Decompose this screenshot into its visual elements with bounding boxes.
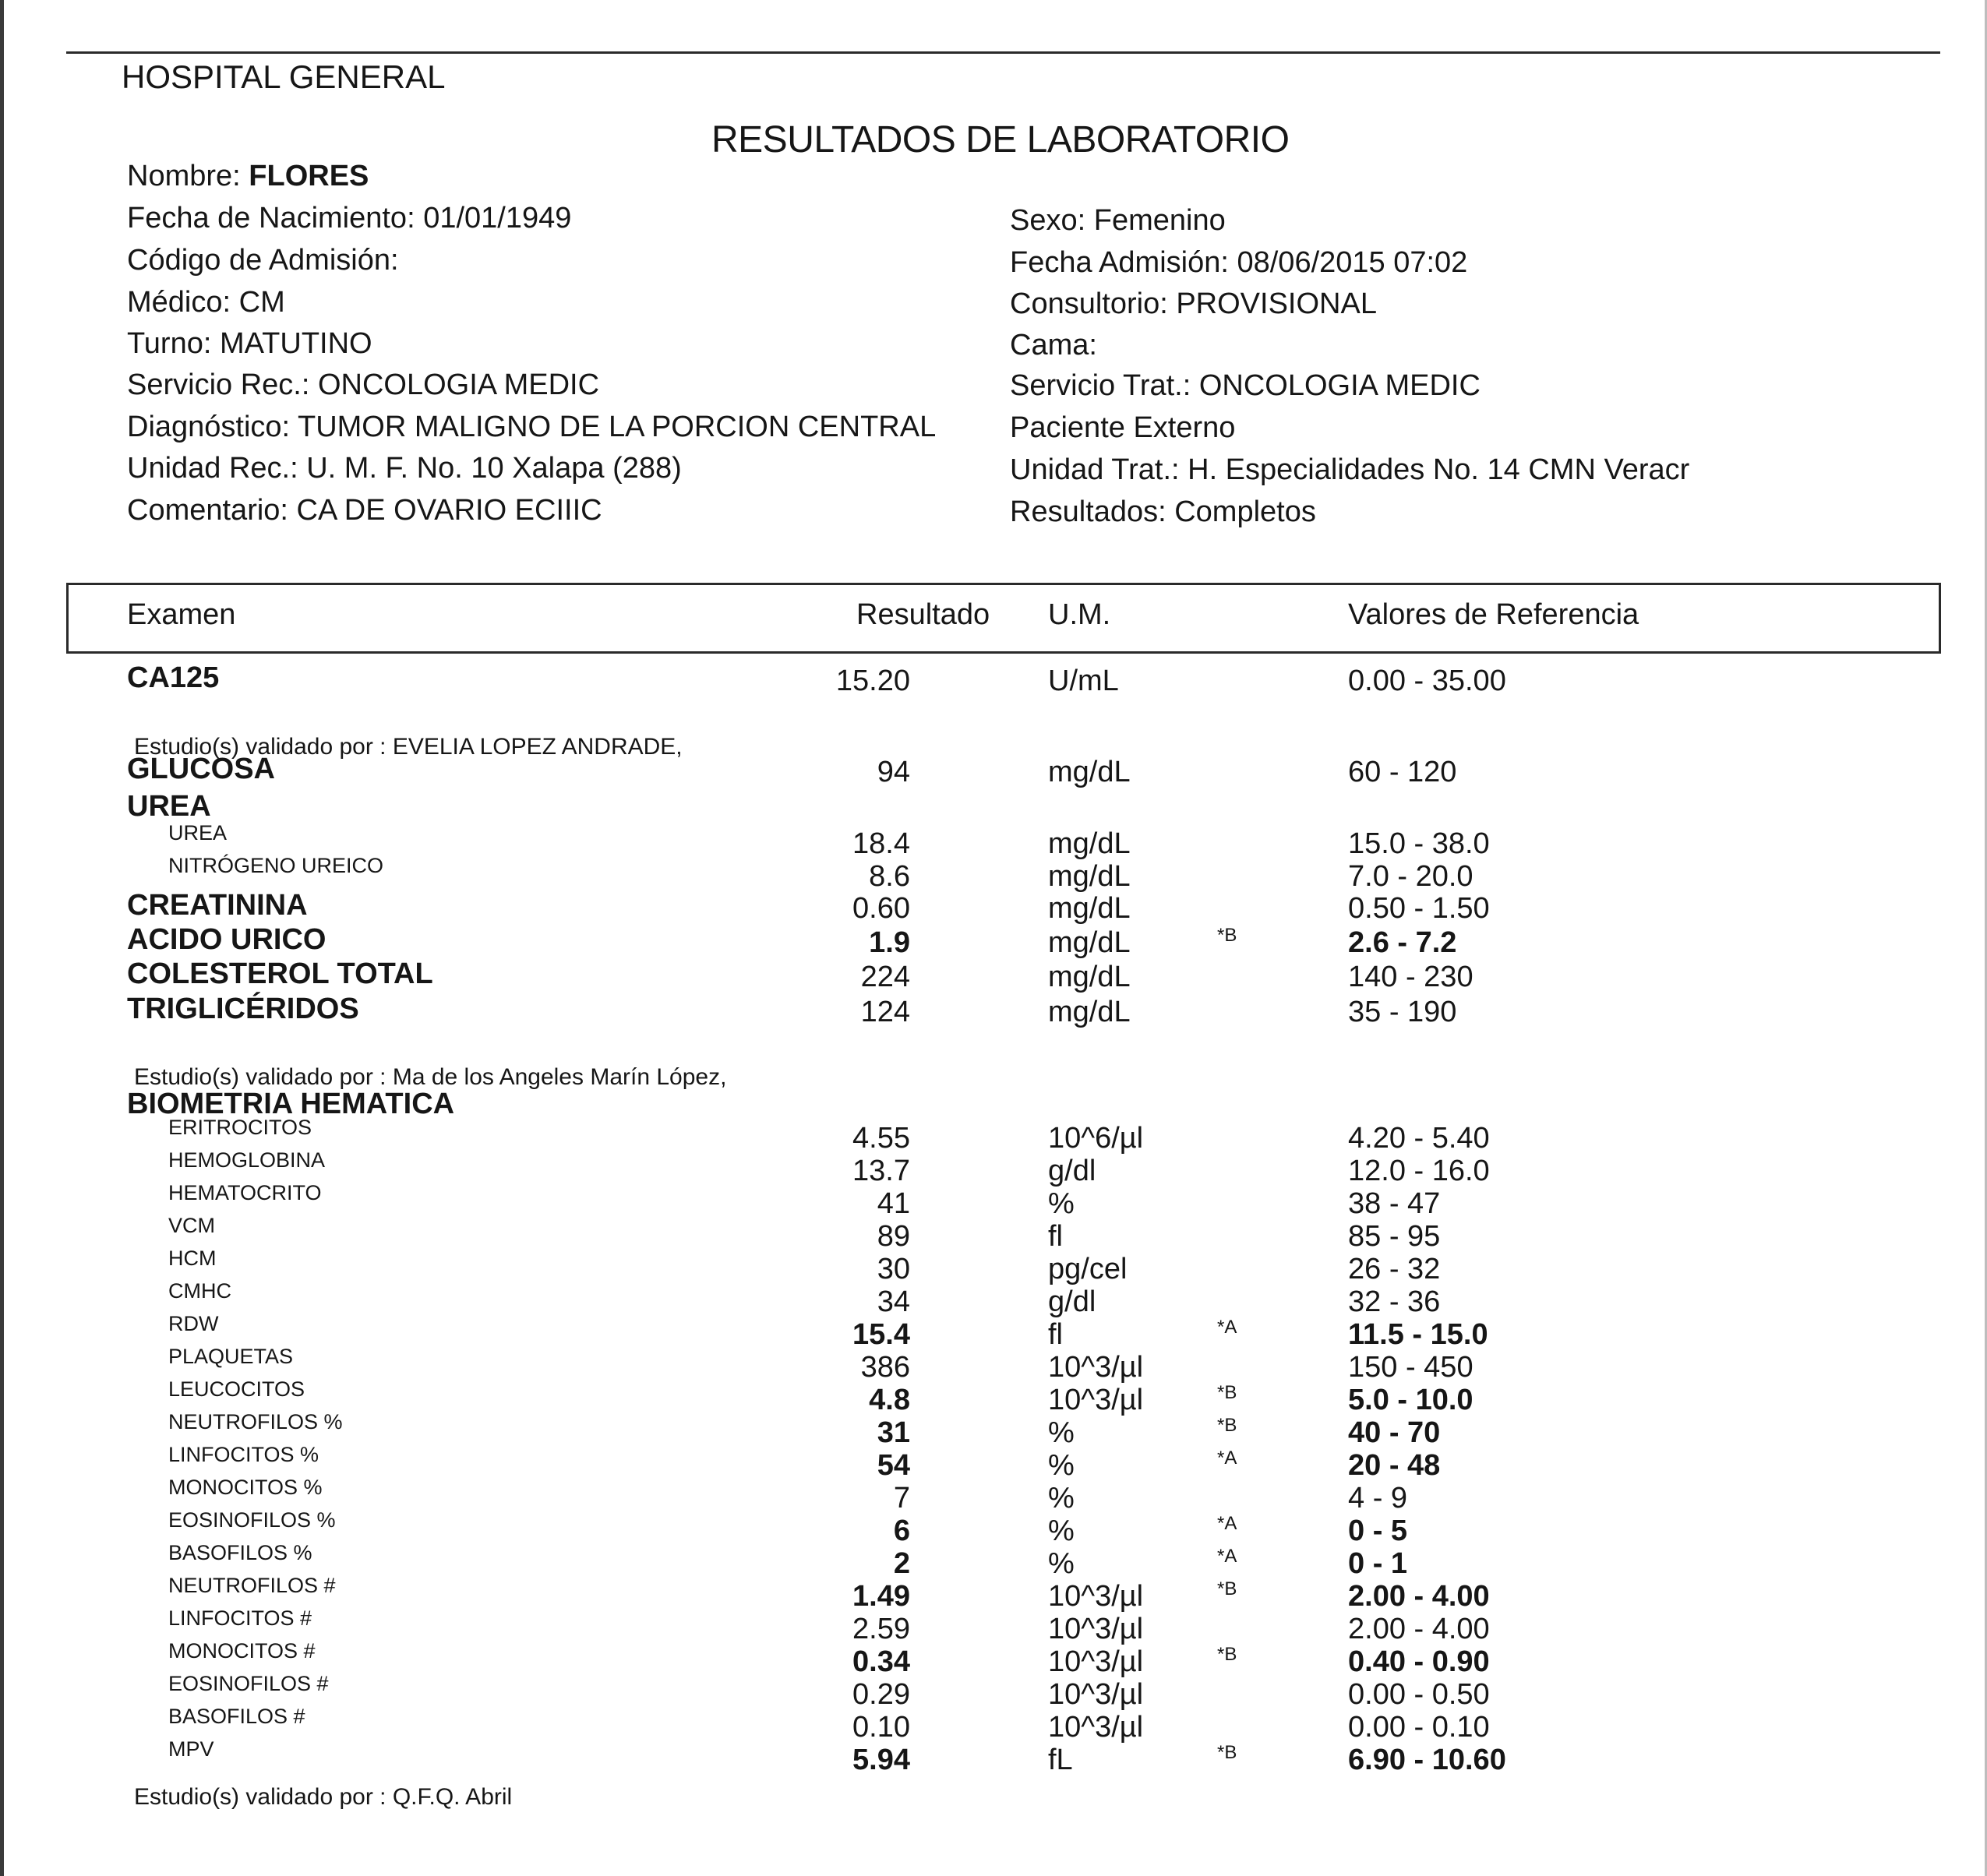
test-unit: fl [1048, 1318, 1063, 1351]
test-name: LINFOCITOS # [168, 1606, 312, 1630]
test-result: 1.49 [852, 1580, 910, 1613]
field-label: Servicio Rec.: [127, 368, 318, 401]
test-name: EOSINOFILOS # [168, 1672, 329, 1695]
test-result: 41 [877, 1187, 910, 1220]
test-result: 94 [877, 756, 910, 788]
field-value: U. M. F. No. 10 Xalapa (288) [306, 452, 682, 485]
test-unit: 10^3/µl [1048, 1678, 1144, 1711]
abnormal-flag: *B [1217, 1578, 1237, 1599]
reference-range: 0.40 - 0.90 [1348, 1645, 1490, 1678]
field-label: Cama: [1010, 329, 1097, 361]
abnormal-flag: *A [1217, 1317, 1237, 1338]
test-unit: % [1048, 1547, 1075, 1580]
patient-field-right-6 [1010, 453, 1689, 487]
test-unit: 10^3/µl [1048, 1645, 1144, 1678]
test-name: LEUCOCITOS [168, 1377, 305, 1401]
test-result: 8.6 [869, 860, 910, 893]
abnormal-flag: *B [1217, 1742, 1237, 1763]
test-name: GLUCOSA [127, 753, 275, 785]
field-label: Médico: [127, 286, 239, 319]
test-result: 18.4 [852, 827, 910, 860]
field-value: TUMOR MALIGNO DE LA PORCION CENTRAL [297, 411, 937, 443]
test-result: 15.20 [835, 665, 910, 697]
patient-field-right-5 [1010, 411, 1235, 445]
field-label: Turno: [127, 327, 220, 360]
col-um-header: U.M. [1048, 598, 1111, 631]
test-result: 54 [877, 1449, 910, 1482]
test-name: UREA [168, 821, 228, 845]
validated-by: Estudio(s) validado por : Ma de los Angeles Marín López, [134, 1064, 727, 1090]
patient-field-left-7 [127, 452, 682, 485]
field-value: 01/01/1949 [423, 202, 572, 235]
reference-range: 26 - 32 [1348, 1253, 1441, 1285]
test-name: MPV [168, 1737, 214, 1761]
patient-field-right-1 [1010, 246, 1467, 280]
test-result: 0.29 [852, 1678, 910, 1711]
reference-range: 60 - 120 [1348, 756, 1457, 788]
test-result: 7 [893, 1482, 910, 1515]
field-label: Sexo: [1010, 204, 1094, 237]
test-name: VCM [168, 1214, 215, 1237]
field-value: FLORES [249, 160, 369, 192]
field-value: CA DE OVARIO ECIIIC [296, 494, 602, 527]
test-result: 0.34 [852, 1645, 910, 1678]
test-unit: 10^3/µl [1048, 1711, 1144, 1744]
test-result: 124 [860, 996, 910, 1028]
abnormal-flag: *B [1217, 1382, 1237, 1403]
patient-field-left-8 [127, 494, 602, 527]
patient-field-right-3 [1010, 329, 1097, 362]
test-group-name: BIOMETRIA HEMATICA [127, 1088, 455, 1120]
patient-field-right-0 [1010, 204, 1226, 238]
abnormal-flag: *A [1217, 1513, 1237, 1534]
field-label: Unidad Trat.: [1010, 453, 1188, 486]
field-value: CM [238, 286, 285, 319]
patient-field-left-3 [127, 286, 285, 319]
reference-range: 12.0 - 16.0 [1348, 1155, 1490, 1187]
reference-range: 85 - 95 [1348, 1220, 1441, 1253]
field-label: Nombre: [127, 160, 249, 192]
test-name: TRIGLICÉRIDOS [127, 993, 359, 1025]
test-result: 224 [860, 961, 910, 993]
test-result: 0.10 [852, 1711, 910, 1744]
abnormal-flag: *B [1217, 1415, 1237, 1436]
field-label: Código de Admisión: [127, 244, 399, 277]
patient-field-left-4 [127, 327, 372, 361]
reference-range: 2.6 - 7.2 [1348, 926, 1457, 959]
test-result: 31 [877, 1416, 910, 1449]
test-result: 13.7 [852, 1155, 910, 1187]
test-name: CA125 [127, 661, 220, 694]
field-label: Fecha Admisión: [1010, 246, 1237, 279]
test-unit: 10^6/µl [1048, 1122, 1144, 1155]
reference-range: 20 - 48 [1348, 1449, 1441, 1482]
patient-field-left-1 [127, 202, 571, 235]
abnormal-flag: *B [1217, 1644, 1237, 1665]
reference-range: 140 - 230 [1348, 961, 1473, 993]
test-name: BASOFILOS % [168, 1541, 312, 1564]
test-result: 15.4 [852, 1318, 910, 1351]
test-unit: U/mL [1048, 665, 1119, 697]
abnormal-flag: *A [1217, 1546, 1237, 1567]
scan-edge-left [0, 0, 4, 1876]
reference-range: 150 - 450 [1348, 1351, 1473, 1384]
test-unit: mg/dL [1048, 892, 1131, 925]
test-unit: pg/cel [1048, 1253, 1128, 1285]
abnormal-flag: *A [1217, 1448, 1237, 1469]
reference-range: 0.00 - 0.10 [1348, 1711, 1490, 1744]
test-unit: % [1048, 1416, 1075, 1449]
test-unit: mg/dL [1048, 827, 1131, 860]
reference-range: 0.00 - 35.00 [1348, 665, 1506, 697]
field-label: Servicio Trat.: [1010, 369, 1199, 402]
test-result: 386 [860, 1351, 910, 1384]
reference-range: 4 - 9 [1348, 1482, 1408, 1515]
results-table-header-box [66, 583, 1941, 654]
test-name: MONOCITOS % [168, 1476, 323, 1499]
abnormal-flag: *B [1217, 925, 1237, 946]
test-unit: fL [1048, 1744, 1073, 1776]
test-result: 1.9 [869, 926, 910, 959]
reference-range: 2.00 - 4.00 [1348, 1580, 1490, 1613]
test-name: CMHC [168, 1279, 231, 1303]
test-result: 5.94 [852, 1744, 910, 1776]
field-value: H. Especialidades No. 14 CMN Veracr [1188, 453, 1690, 486]
test-name: NEUTROFILOS % [168, 1410, 343, 1433]
reference-range: 11.5 - 15.0 [1348, 1318, 1488, 1351]
test-result: 34 [877, 1285, 910, 1318]
reference-range: 4.20 - 5.40 [1348, 1122, 1490, 1155]
field-value: 08/06/2015 07:02 [1237, 246, 1468, 279]
test-name: BASOFILOS # [168, 1705, 305, 1728]
test-name: EOSINOFILOS % [168, 1508, 336, 1532]
reference-range: 5.0 - 10.0 [1348, 1384, 1473, 1416]
field-label: Unidad Rec.: [127, 452, 307, 485]
col-referencia-header: Valores de Referencia [1348, 598, 1639, 631]
field-label: Resultados: [1010, 495, 1175, 528]
field-value: ONCOLOGIA MEDIC [317, 368, 600, 401]
hospital-name: HOSPITAL GENERAL [122, 58, 446, 95]
test-name: ACIDO URICO [127, 923, 326, 956]
reference-range: 38 - 47 [1348, 1187, 1441, 1220]
patient-field-left-2 [127, 244, 399, 277]
patient-field-left-6 [127, 411, 936, 444]
field-value: ONCOLOGIA MEDIC [1198, 369, 1481, 402]
patient-field-right-2 [1010, 287, 1377, 321]
test-unit: 10^3/µl [1048, 1613, 1144, 1645]
test-name: CREATININA [127, 889, 308, 922]
reference-range: 32 - 36 [1348, 1285, 1441, 1318]
patient-field-right-4 [1010, 369, 1481, 403]
test-name: RDW [168, 1312, 219, 1335]
test-unit: % [1048, 1449, 1075, 1482]
test-result: 4.8 [869, 1384, 910, 1416]
field-label: Fecha de Nacimiento: [127, 202, 424, 235]
reference-range: 2.00 - 4.00 [1348, 1613, 1490, 1645]
test-unit: mg/dL [1048, 996, 1131, 1028]
validated-by: Estudio(s) validado por : EVELIA LOPEZ ANDRADE, [134, 734, 683, 760]
col-resultado-header: Resultado [856, 598, 990, 631]
reference-range: 40 - 70 [1348, 1416, 1441, 1449]
validated-by: Estudio(s) validado por : Q.F.Q. Abril [134, 1784, 513, 1810]
field-label: Comentario: [127, 494, 297, 527]
field-value: Completos [1174, 495, 1316, 528]
test-result: 2.59 [852, 1613, 910, 1645]
test-unit: g/dl [1048, 1285, 1096, 1318]
test-unit: g/dl [1048, 1155, 1096, 1187]
test-result: 0.60 [852, 892, 910, 925]
test-unit: mg/dL [1048, 926, 1131, 959]
field-value: PROVISIONAL [1176, 287, 1377, 320]
test-unit: 10^3/µl [1048, 1351, 1144, 1384]
test-result: 4.55 [852, 1122, 910, 1155]
reference-range: 0 - 5 [1348, 1515, 1408, 1547]
top-rule [66, 51, 1940, 54]
test-result: 30 [877, 1253, 910, 1285]
test-unit: mg/dL [1048, 961, 1131, 993]
test-name: LINFOCITOS % [168, 1443, 319, 1466]
patient-field-right-7 [1010, 495, 1316, 529]
field-label: Consultorio: [1010, 287, 1177, 320]
test-result: 2 [893, 1547, 910, 1580]
field-value: MATUTINO [219, 327, 372, 360]
reference-range: 0.50 - 1.50 [1348, 892, 1490, 925]
field-value: Femenino [1093, 204, 1226, 237]
field-value: Paciente Externo [1010, 411, 1236, 444]
test-name: NITRÓGENO UREICO [168, 854, 384, 877]
test-unit: % [1048, 1482, 1075, 1515]
test-unit: mg/dL [1048, 860, 1131, 893]
test-name: HEMOGLOBINA [168, 1148, 326, 1172]
test-name: HCM [168, 1247, 217, 1270]
test-name: COLESTEROL TOTAL [127, 957, 433, 990]
reference-range: 6.90 - 10.60 [1348, 1744, 1506, 1776]
test-unit: fl [1048, 1220, 1063, 1253]
reference-range: 0.00 - 0.50 [1348, 1678, 1490, 1711]
reference-range: 0 - 1 [1348, 1547, 1408, 1580]
reference-range: 35 - 190 [1348, 996, 1457, 1028]
reference-range: 15.0 - 38.0 [1348, 827, 1490, 860]
field-label: Diagnóstico: [127, 411, 298, 443]
test-unit: % [1048, 1515, 1075, 1547]
patient-field-left-5 [127, 368, 599, 402]
test-name: HEMATOCRITO [168, 1181, 322, 1204]
test-unit: 10^3/µl [1048, 1384, 1144, 1416]
test-unit: % [1048, 1187, 1075, 1220]
document-title: RESULTADOS DE LABORATORIO [711, 119, 1290, 160]
patient-field-left-0 [127, 160, 369, 193]
test-name: ERITROCITOS [168, 1116, 312, 1139]
test-name: MONOCITOS # [168, 1639, 316, 1663]
test-name: PLAQUETAS [168, 1345, 294, 1368]
reference-range: 7.0 - 20.0 [1348, 860, 1473, 893]
test-unit: mg/dL [1048, 756, 1131, 788]
test-unit: 10^3/µl [1048, 1580, 1144, 1613]
test-group-name: UREA [127, 790, 211, 823]
test-result: 6 [893, 1515, 910, 1547]
test-name: NEUTROFILOS # [168, 1574, 336, 1597]
test-result: 89 [877, 1220, 910, 1253]
col-examen-header: Examen [127, 598, 236, 631]
